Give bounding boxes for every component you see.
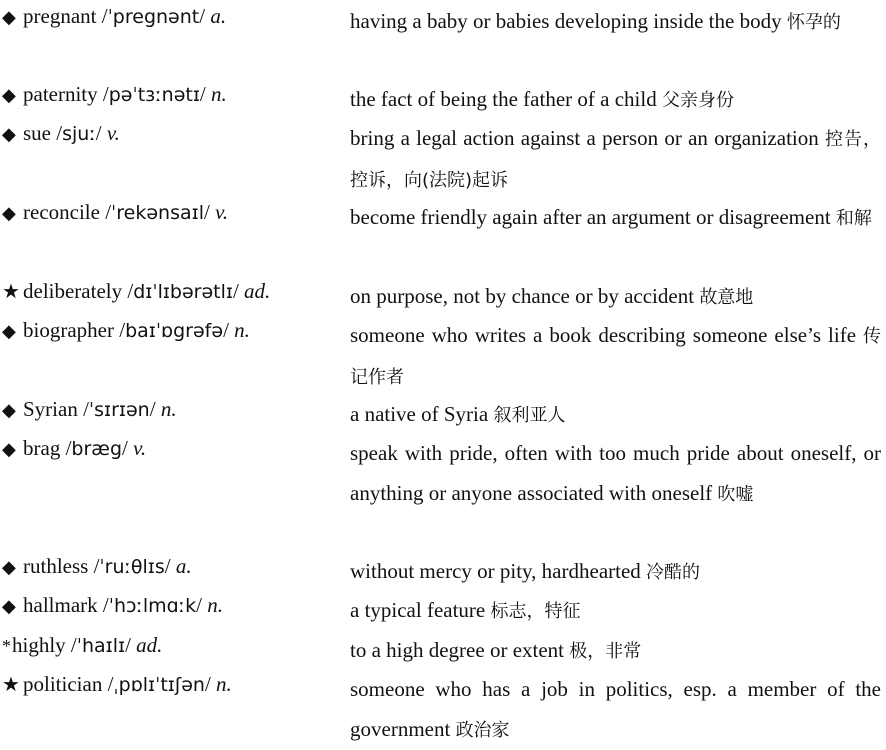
chinese-gloss: 父亲身份 xyxy=(661,90,734,111)
diamond-icon: ◆ xyxy=(2,85,16,105)
definition xyxy=(350,552,881,593)
entry-headword: ◆ paternity /pəˈtɜːnətɪ/ n. xyxy=(2,80,227,109)
entry-headword: ◆ biographer /baɪˈɒgrəfə/ n. xyxy=(2,316,250,345)
definition xyxy=(350,395,881,436)
definition xyxy=(350,316,881,397)
part-of-speech: n. xyxy=(160,397,177,421)
part-of-speech: a. xyxy=(175,554,192,578)
word: paternity xyxy=(23,82,98,106)
word: sue xyxy=(23,121,51,145)
definition-text: to a high degree or extent xyxy=(350,638,564,662)
word: biographer xyxy=(23,318,114,342)
entry-headword: ◆ pregnant /ˈpregnənt/ a. xyxy=(2,2,226,31)
diamond-icon: ◆ xyxy=(2,557,16,577)
part-of-speech: v. xyxy=(106,121,120,145)
word: politician xyxy=(23,672,103,696)
definition-text: bring a legal action against a person or an organization xyxy=(350,126,819,150)
chinese-gloss: 冷酷的 xyxy=(646,562,701,583)
diamond-icon: ◆ xyxy=(2,321,16,341)
star-icon: ★ xyxy=(2,674,20,696)
definition xyxy=(350,80,881,121)
word: Syrian xyxy=(23,397,78,421)
diamond-icon: ◆ xyxy=(2,7,16,27)
entry-headword: ★ politician /ˌpɒlɪˈtɪʃən/ n. xyxy=(2,670,232,699)
definition xyxy=(350,198,881,239)
definition xyxy=(350,277,881,318)
entry-headword: ◆ sue /sjuː/ v. xyxy=(2,119,120,148)
chinese-gloss: 控告，控诉，向(法院)起诉 xyxy=(350,129,882,191)
pronunciation: baɪˈɒgrəfə xyxy=(125,320,224,342)
definition xyxy=(350,631,881,672)
pronunciation: ˈsɪrɪən xyxy=(88,399,150,421)
definition-text: without mercy or pity, hardhearted xyxy=(350,559,641,583)
pronunciation: ˌpɒlɪˈtɪʃən xyxy=(113,674,205,696)
definition-text: a typical feature xyxy=(350,598,486,622)
pronunciation: ˈpregnənt xyxy=(107,6,200,28)
pronunciation: bræg xyxy=(71,438,123,460)
entry-headword: ◆ reconcile /ˈrekənsaɪl/ v. xyxy=(2,198,228,227)
word: ruthless xyxy=(23,554,89,578)
definition-text: the fact of being the father of a child xyxy=(350,87,657,111)
word: deliberately xyxy=(23,279,123,303)
pronunciation: sjuː xyxy=(62,123,96,145)
chinese-gloss: 叙利亚人 xyxy=(493,405,566,426)
definition-text: speak with pride, often with too much pride about oneself, or anything or anyone associated with oneself xyxy=(350,441,881,505)
chinese-gloss: 吹嘘 xyxy=(717,483,754,505)
pronunciation: pəˈtɜːnətɪ xyxy=(108,84,200,106)
entry-headword: ★ deliberately /dɪˈlɪbərətlɪ/ ad. xyxy=(2,277,270,306)
pronunciation: ˈruːθlɪs xyxy=(99,556,165,578)
definition xyxy=(350,434,881,514)
part-of-speech: v. xyxy=(133,436,147,460)
part-of-speech: n. xyxy=(234,318,250,342)
pronunciation: dɪˈlɪbərətlɪ xyxy=(133,281,233,303)
entry-headword: *highly /ˈhaɪlɪ/ ad. xyxy=(2,631,162,660)
part-of-speech: ad. xyxy=(136,633,163,657)
chinese-gloss: 怀孕的 xyxy=(786,12,841,33)
entry-headword: ◆ Syrian /ˈsɪrɪən/ n. xyxy=(2,395,177,424)
entry-headword: ◆ hallmark /ˈhɔːlmɑːk/ n. xyxy=(2,591,223,620)
word: brag xyxy=(23,436,61,460)
definition-text: on purpose, not by chance or by accident xyxy=(350,284,695,308)
asterisk-icon: * xyxy=(2,636,11,656)
part-of-speech: n. xyxy=(211,82,227,106)
definition-text: a native of Syria xyxy=(350,402,489,426)
pronunciation: ˈhɔːlmɑːk xyxy=(108,595,197,617)
part-of-speech: ad. xyxy=(244,279,271,303)
definition xyxy=(350,119,881,200)
definition xyxy=(350,670,881,750)
star-icon: ★ xyxy=(2,281,20,303)
definition-text: someone who has a job in politics, esp. a member of the government xyxy=(350,677,881,741)
chinese-gloss: 政治家 xyxy=(455,719,510,741)
entry-headword: ◆ brag /bræg/ v. xyxy=(2,434,146,463)
chinese-gloss: 极，非常 xyxy=(569,641,642,662)
diamond-icon: ◆ xyxy=(2,124,16,144)
diamond-icon: ◆ xyxy=(2,596,16,616)
word: hallmark xyxy=(23,593,98,617)
definition-text: having a baby or babies developing inside the body xyxy=(350,9,782,33)
definition xyxy=(350,2,881,43)
word: pregnant xyxy=(23,4,97,28)
part-of-speech: v. xyxy=(215,200,229,224)
part-of-speech: n. xyxy=(207,593,223,617)
chinese-gloss: 传记作者 xyxy=(350,326,882,388)
definition-text: someone who writes a book describing someone else’s life xyxy=(350,323,857,347)
chinese-gloss: 和解 xyxy=(835,208,872,229)
chinese-gloss: 标志，特征 xyxy=(490,601,581,622)
diamond-icon: ◆ xyxy=(2,203,16,223)
pronunciation: ˈhaɪlɪ xyxy=(76,635,126,657)
diamond-icon: ◆ xyxy=(2,439,16,459)
definition-text: become friendly again after an argument or disagreement xyxy=(350,205,831,229)
entry-headword: ◆ ruthless /ˈruːθlɪs/ a. xyxy=(2,552,192,581)
word: reconcile xyxy=(23,200,100,224)
part-of-speech: n. xyxy=(216,672,232,696)
definition xyxy=(350,591,881,632)
part-of-speech: a. xyxy=(210,4,227,28)
word: highly xyxy=(12,633,66,657)
diamond-icon: ◆ xyxy=(2,400,16,420)
chinese-gloss: 故意地 xyxy=(699,287,754,308)
pronunciation: ˈrekənsaɪl xyxy=(111,202,204,224)
